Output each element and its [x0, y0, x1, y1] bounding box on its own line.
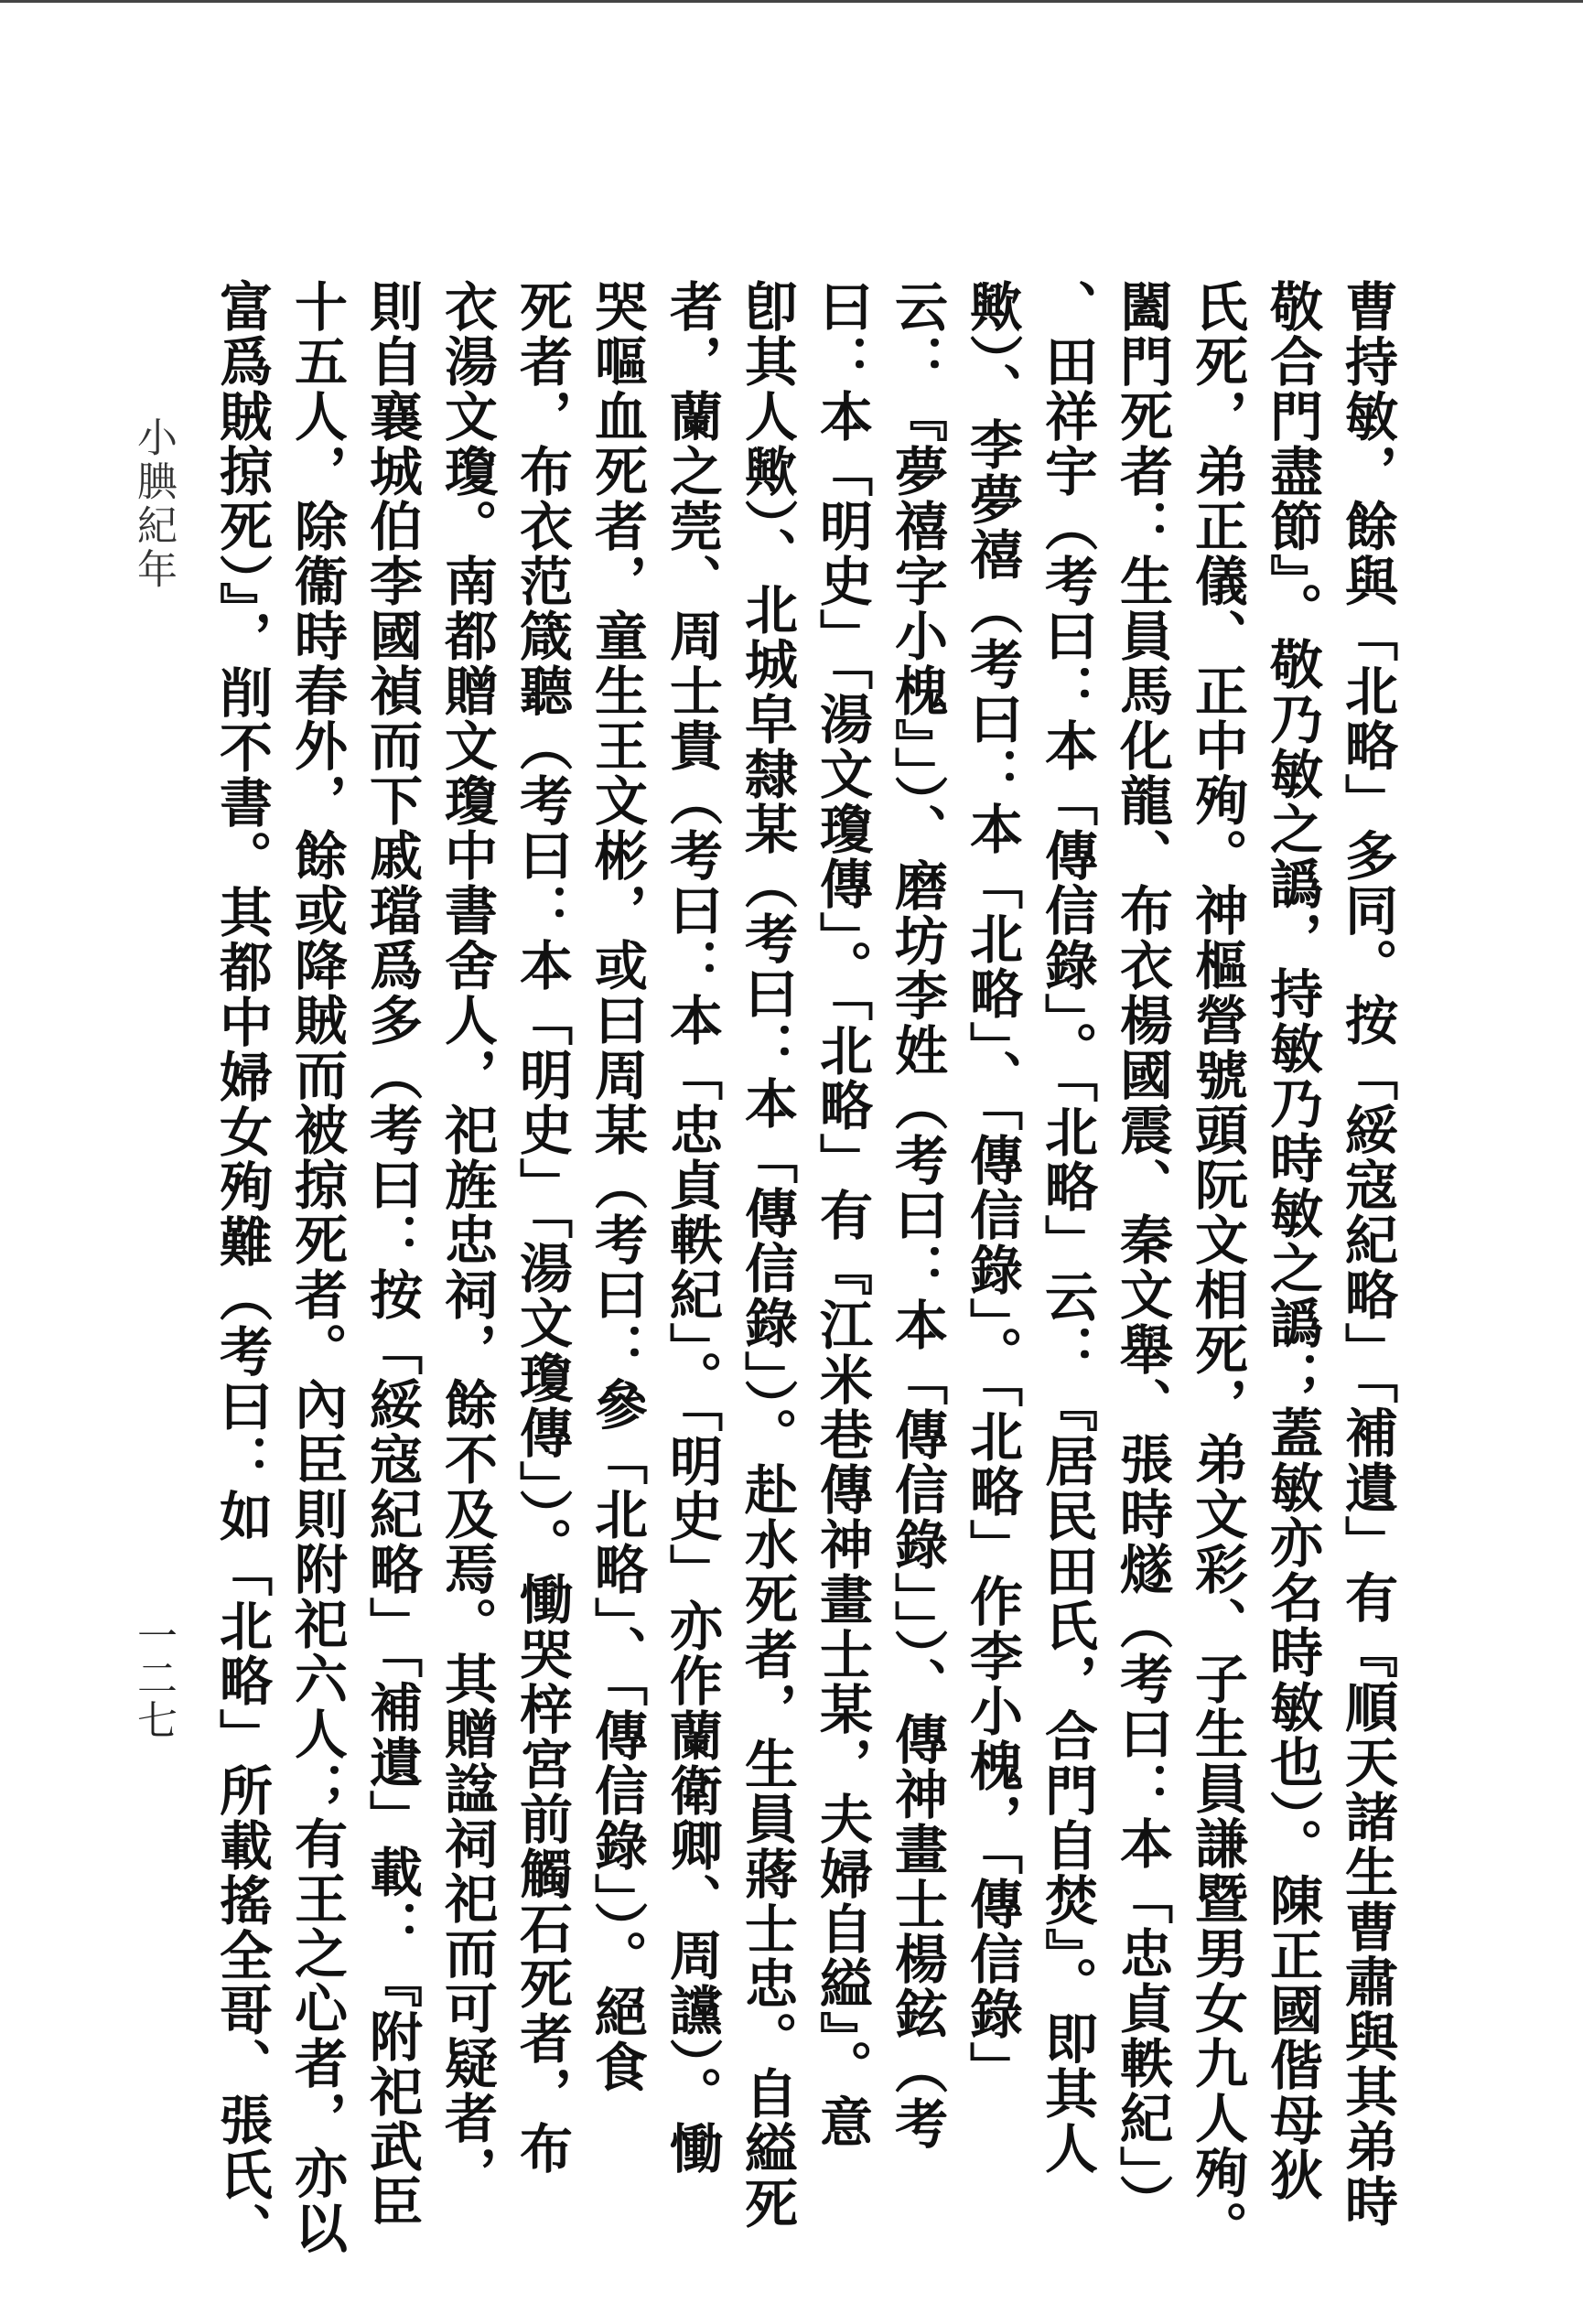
text-line: 衣湯文瓊。南都贈文瓊中書舍人，祀旌忠祠，餘不及焉。其贈諡祠祀而可疑者，: [436, 279, 498, 2200]
page-number: 一二七: [130, 1615, 177, 1741]
text-line: 云：『夢禧字小槐』」）、磨坊李姓（考曰：本「傳信錄」」）、傳神畫士楊鉉（考: [886, 279, 948, 2151]
text-line: 歟）、李夢禧（考曰：本「北略」、「傳信錄」。「北略」作李小槐，「傳信錄」: [961, 279, 1023, 2096]
text-line: 敬合門盡節』。敬乃敏之譌，持敏乃時敏之譌；蓋敏亦名時敏也）。陳正國偕母狄: [1261, 279, 1323, 2202]
text-line: 富爲賊掠死）』，削不書。其都中婦女殉難（考曰：如「北略」所載搖全哥、張氏、: [210, 279, 273, 2257]
main-text-block: [210, 279, 1405, 2257]
page-top-border: [0, 0, 1583, 3]
text-line: 卽其人歟）、北城皁隸某（考曰：本「傳信錄」）。赴水死者，生員蔣士忠。自縊死: [736, 279, 798, 2231]
text-line: 十五人，除衞時春外，餘或降賊而被掠死者。內臣則附祀六人；有王之心者，亦以: [285, 279, 348, 2255]
text-line: 死者，布衣范箴聽（考曰：本「明史」「湯文瓊傳」）。慟哭梓宮前觸石死者，布: [511, 279, 573, 2176]
text-line: 闔門死者：生員馬化龍、布衣楊國震、秦文舉、張時燧（考曰：本「忠貞軼紀」）: [1111, 279, 1173, 2229]
text-line: 曰：本「明史」「湯文瓊傳」。「北略」有『江米巷傳神畫士某，夫婦自縊』。意: [811, 279, 873, 2149]
text-line: 者，蘭之莞、周士貴（考曰：本「忠貞軼紀」。「明史」亦作蘭衛卿、周讜）。慟: [661, 279, 723, 2176]
text-line: 則自襄城伯李國禎而下戚璫爲多（考曰：按「綏寇紀略」「補遺」載：『附祀武臣: [361, 279, 423, 2229]
text-line: 哭嘔血死者，童生王文彬，或曰周某（考曰：參「北略」、「傳信錄」）。絕食: [586, 279, 648, 2094]
text-line: 曹持敏，餘與「北略」多同。按「綏寇紀略」「補遺」有『順天諸生曹肅與其弟時: [1336, 279, 1398, 2229]
running-head: 小腆紀年: [130, 416, 177, 592]
text-line: 、田祥宇（考曰：本「傳信錄」。「北略」云：『居民田氏，合門自焚』。即其人: [1036, 279, 1098, 2176]
text-line: 氏死，弟正儀、正中殉。神樞營號頭阮文相死，弟文彩、子生員謙暨男女九人殉。: [1186, 279, 1248, 2255]
